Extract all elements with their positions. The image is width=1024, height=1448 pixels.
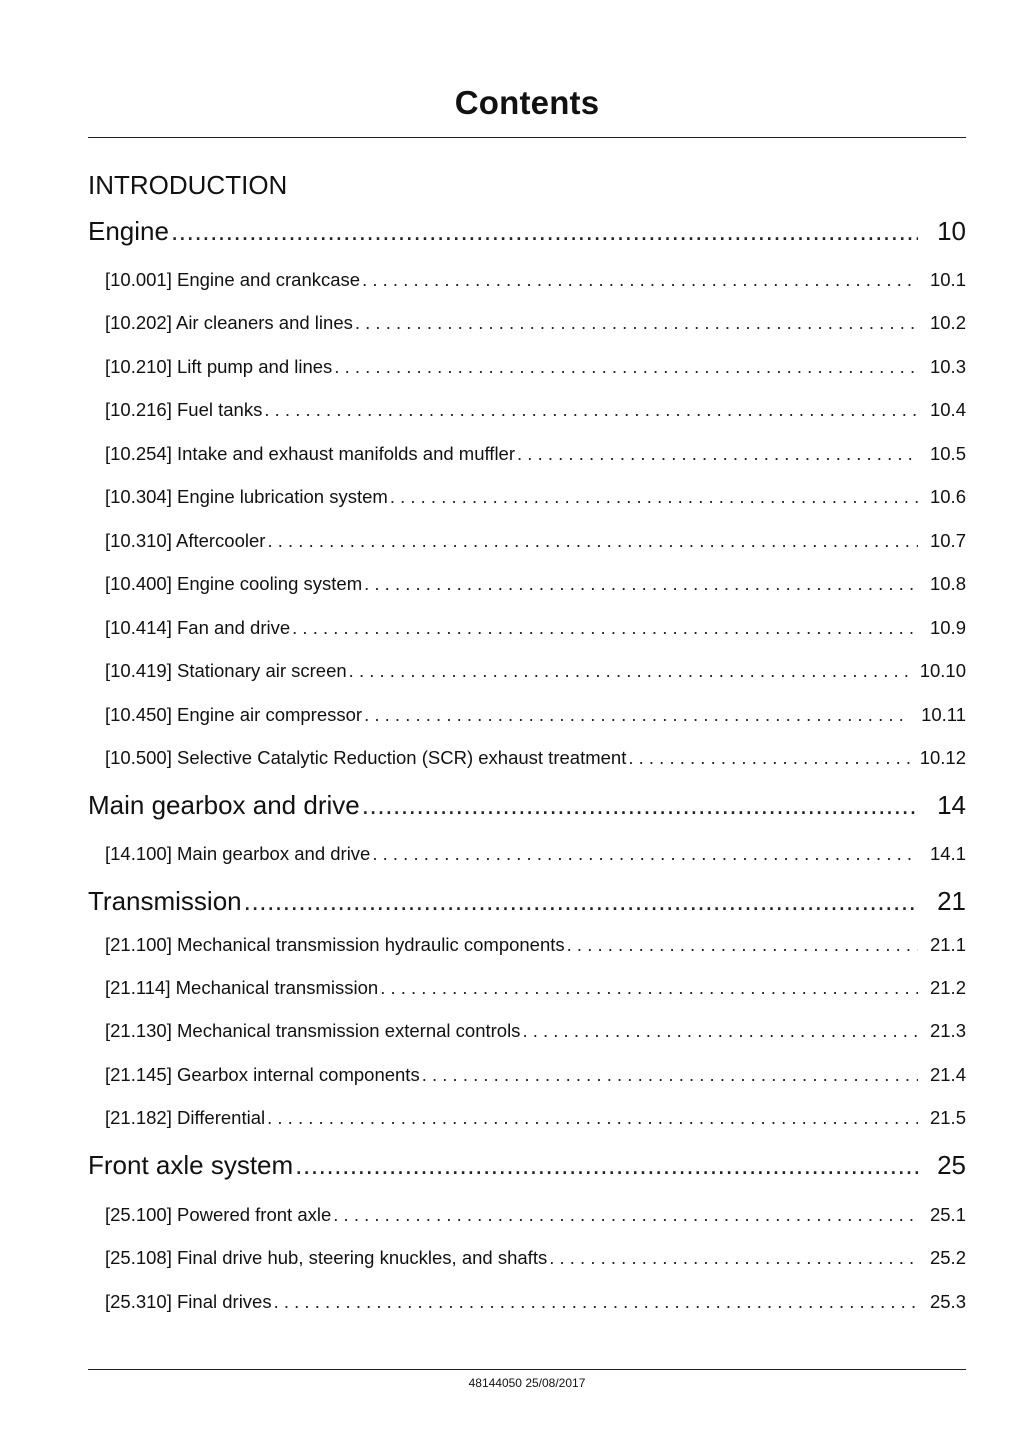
toc-item-label: [10.500] Selective Catalytic Reduction (SCR) exhaust treatment [105,747,627,768]
leader-dots [390,486,918,508]
toc-page-number: 14 [937,790,966,820]
toc-item[interactable] [105,1107,966,1129]
leader-dots [333,1204,918,1226]
toc-section-main-gearbox[interactable] [88,790,966,821]
toc-page-number: 10.12 [919,747,966,768]
toc-page-number: 10.10 [919,660,966,681]
toc-page-number: 10.8 [929,573,966,594]
toc-section-front-axle[interactable] [88,1150,966,1181]
toc-item-label: [21.114] Mechanical transmission [105,977,379,998]
leader-dots [267,530,918,552]
toc-page-number: 10.7 [929,530,966,551]
toc-item[interactable] [105,573,966,595]
toc-section-label: Engine [88,216,169,246]
toc-section-label: Main gearbox and drive [88,790,360,820]
toc-item[interactable] [105,1064,966,1086]
leader-dots [364,704,910,726]
toc-item-label: [10.216] Fuel tanks [105,399,263,420]
toc-item-label: [10.310] Aftercooler [105,530,266,551]
toc-item[interactable] [105,486,966,508]
toc-page-number: 21.5 [929,1107,966,1128]
toc-item-label: [21.100] Mechanical transmission hydraulic components [105,934,565,955]
toc-item-label: [25.310] Final drives [105,1291,272,1312]
leader-dots [422,1064,918,1086]
toc-page-number: 14.1 [929,843,966,864]
bottom-divider [88,1369,966,1370]
toc-item-label: [10.202] Air cleaners and lines [105,312,353,333]
toc-item-label: [10.001] Engine and crankcase [105,269,361,290]
toc-item-label: [10.304] Engine lubrication system [105,486,388,507]
toc-item-label: [10.400] Engine cooling system [105,573,363,594]
toc-item[interactable] [105,617,966,639]
toc-item[interactable] [105,934,966,956]
leader-dots [264,399,918,421]
toc-item[interactable] [105,312,966,334]
page-title: Contents [454,84,600,121]
toc-page-number: 10.6 [929,486,966,507]
toc-page-number: 10.5 [929,443,966,464]
toc-item-label: [21.182] Differential [105,1107,266,1128]
leader-dots [292,617,918,639]
toc-page-number: 10.2 [929,312,966,333]
toc-page-number: 21.4 [929,1064,966,1085]
leader-dots [355,312,918,334]
toc-item[interactable] [105,977,966,999]
toc-page-number: 10.1 [929,269,966,290]
leader-dots [364,573,918,595]
toc-section-label: Front axle system [88,1150,294,1180]
leader-dots [267,1107,918,1129]
leader-dots [274,1291,918,1313]
toc-item[interactable] [105,1291,966,1313]
leader-dots [295,1150,918,1181]
toc-item-label: [10.414] Fan and drive [105,617,291,638]
toc-page-number: 10.3 [929,356,966,377]
leader-dots [522,1020,918,1042]
toc-item[interactable] [105,356,966,378]
toc-item-label: [14.100] Main gearbox and drive [105,843,371,864]
toc-item-label: [21.145] Gearbox internal components [105,1064,420,1085]
toc-item[interactable] [105,747,966,769]
toc-item[interactable] [105,704,966,726]
toc-item-label: [21.130] Mechanical transmission external controls [105,1020,521,1041]
toc-section-transmission[interactable] [88,886,966,917]
toc-item-label: [25.108] Final drive hub, steering knuckles, and shafts [105,1247,548,1268]
leader-dots [549,1247,918,1269]
toc-item[interactable] [105,660,966,682]
toc-page-number: 25.1 [929,1204,966,1225]
leader-dots [349,660,910,682]
leader-dots [517,443,918,465]
toc-item[interactable] [105,1247,966,1269]
toc-page-number: 21.3 [929,1020,966,1041]
leader-dots [171,216,918,247]
section-introduction[interactable]: INTRODUCTION [88,170,288,200]
toc-item[interactable] [105,1020,966,1042]
toc-page-number: 25.2 [929,1247,966,1268]
toc-item[interactable] [105,530,966,552]
leader-dots [362,269,918,291]
toc-item-label: [25.100] Powered front axle [105,1204,332,1225]
leader-dots [628,747,910,769]
toc-page-number: 10.4 [929,399,966,420]
leader-dots [334,356,918,378]
toc-item-label: [10.450] Engine air compressor [105,704,363,725]
toc-item[interactable] [105,399,966,421]
toc-item[interactable] [105,269,966,291]
toc-page-number: 21 [937,886,966,916]
toc-page-number: 21.2 [929,977,966,998]
page-footer: 48144050 25/08/2017 [468,1376,586,1390]
toc-item[interactable] [105,843,966,865]
leader-dots [567,934,918,956]
leader-dots [372,843,918,865]
toc-page-number: 25 [937,1150,966,1180]
toc-page-number: 21.1 [929,934,966,955]
top-divider [88,137,966,138]
toc-item[interactable] [105,443,966,465]
toc-section-engine[interactable] [88,216,966,247]
leader-dots [244,886,918,917]
toc-page-number: 25.3 [929,1291,966,1312]
leader-dots [380,977,918,999]
toc-page-number: 10.9 [929,617,966,638]
toc-item-label: [10.210] Lift pump and lines [105,356,333,377]
toc-page-number: 10 [937,216,966,246]
toc-page-number: 10.11 [921,704,966,725]
toc-item-label: [10.254] Intake and exhaust manifolds and muffler [105,443,516,464]
leader-dots [362,790,918,821]
toc-item[interactable] [105,1204,966,1226]
toc-item-label: [10.419] Stationary air screen [105,660,347,681]
toc-section-label: Transmission [88,886,242,916]
